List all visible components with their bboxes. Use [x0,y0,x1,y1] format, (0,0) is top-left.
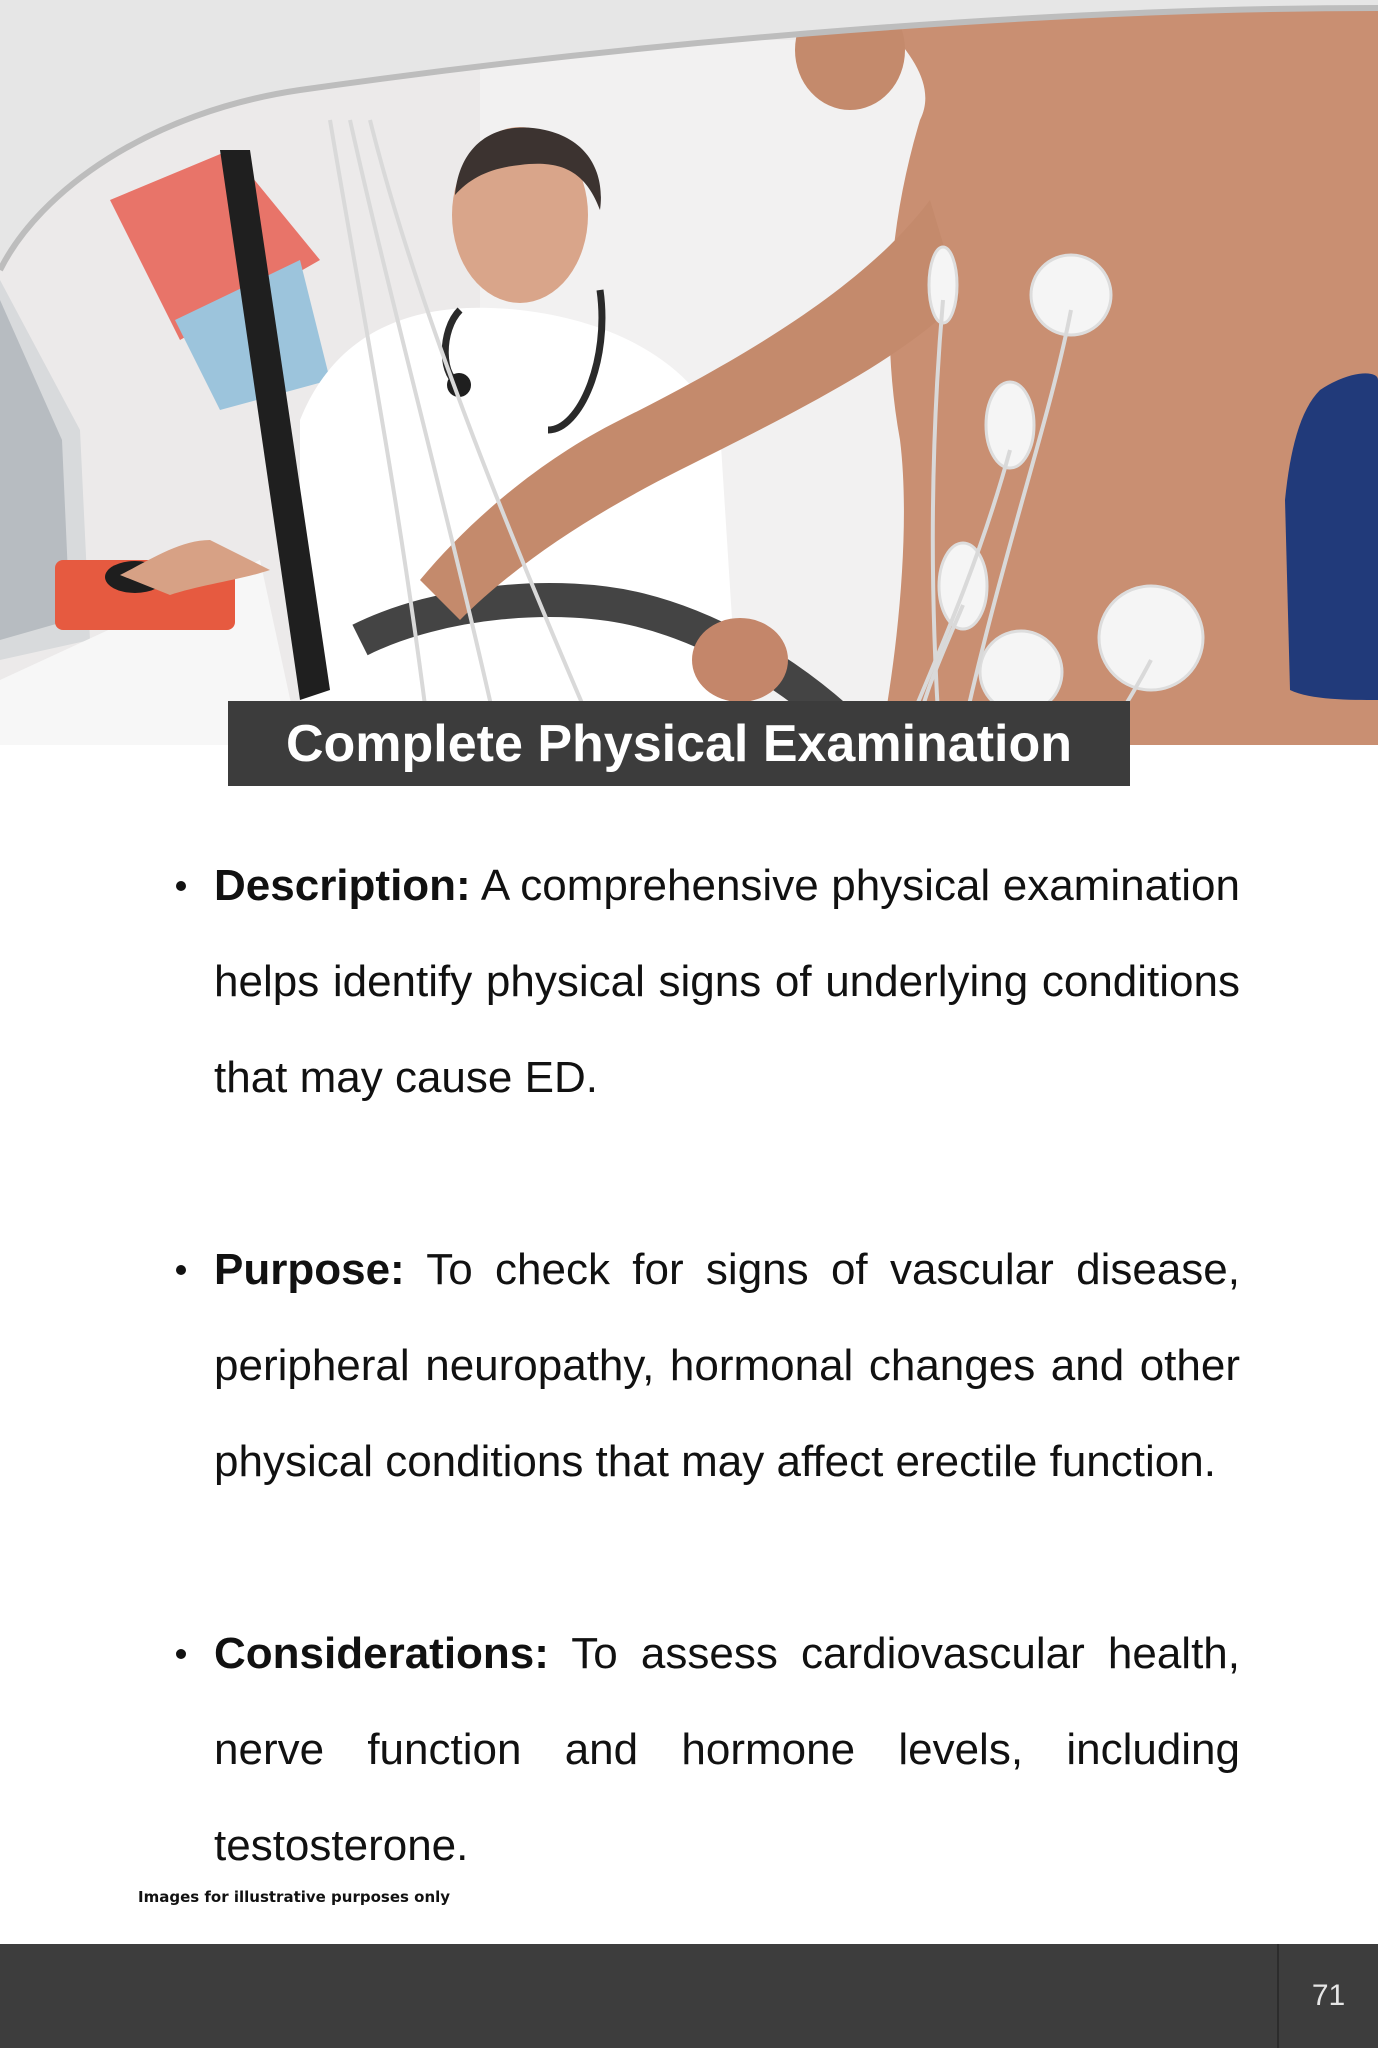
bullet-text: To check for signs of vascular disease, peripheral neuropathy, hormonal changes and other physical conditions that may affect erectile function. [214,1245,1240,1486]
bullet-list [170,838,1240,1894]
bullet-dot-icon [176,1649,186,1659]
page-number: 71 [1311,1979,1346,2012]
list-item-description [170,838,1240,1126]
footer-bar [0,1944,1378,2048]
bullet-label: Considerations: [214,1629,549,1678]
list-item-considerations [170,1606,1240,1894]
bullet-dot-icon [176,1265,186,1275]
stress-test-illustration [0,0,1378,745]
image-disclaimer: Images for illustrative purposes only [138,1888,451,1906]
bullet-label: Description: [214,861,471,910]
bullet-label: Purpose: [214,1245,405,1294]
page-title: Complete Physical Examination [228,701,1130,786]
bullet-text: To assess cardiovascular health, nerve function and hormone levels, including testosterone. [214,1629,1240,1870]
hero-photo [0,0,1378,745]
bullet-dot-icon [176,881,186,891]
bullet-text: A comprehensive physical examination helps identify physical signs of underlying conditions that may cause ED. [214,861,1240,1102]
list-item-purpose [170,1222,1240,1510]
